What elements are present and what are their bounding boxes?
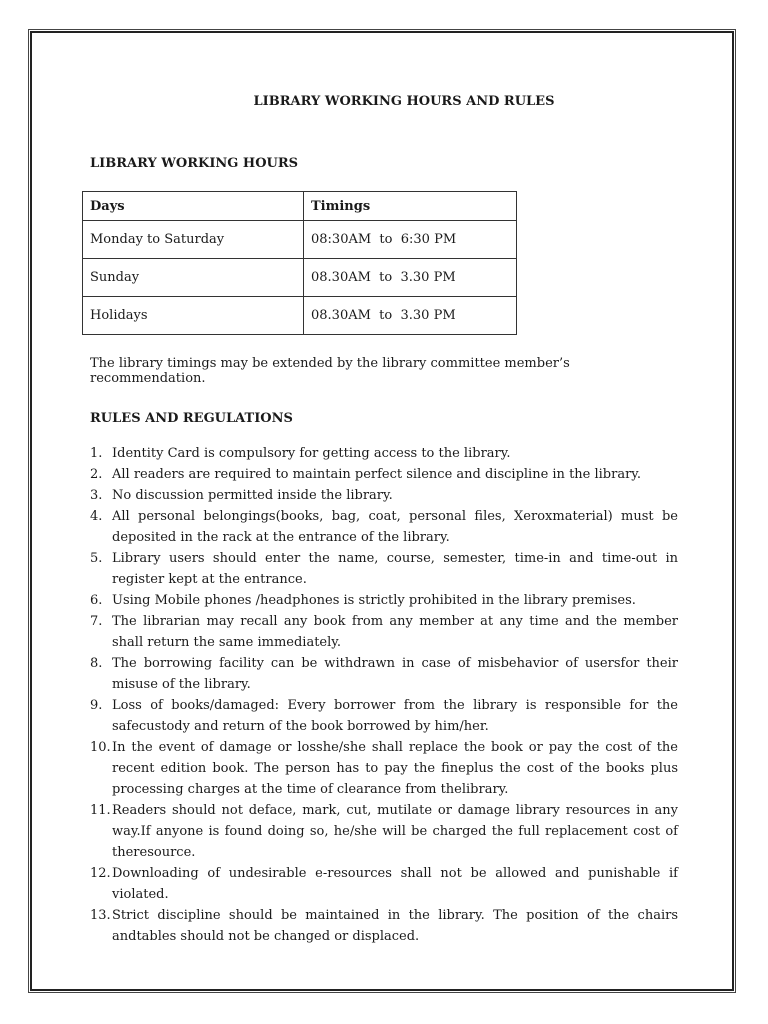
list-item [90,653,678,695]
list-item-number: 10. [90,740,111,755]
list-item-text: Readers should not deface, mark, cut, mutilate or damage library resources in any way.If anyone is found doing so, he/she will be charged the full replacement cost of theresource. [112,803,678,860]
document-title: LIBRARY WORKING HOURS AND RULES [253,94,555,109]
list-item [90,443,678,464]
list-item-text: The borrowing facility can be withdrawn in case of misbehavior of usersfor their misuse of the library. [112,656,678,692]
list-item-number: 8. [90,656,103,671]
list-item-text: Library users should enter the name, course, semester, time-in and time-out in register kept at the entrance. [112,551,678,587]
working-hours-table [82,191,517,335]
list-item [90,800,678,863]
list-item-text: Using Mobile phones /headphones is strictly prohibited in the library premises. [112,593,636,608]
list-item-text: Loss of books/damaged: Every borrower from the library is responsible for the safecustody and return of the book borrowed by him/her. [112,698,678,734]
table-header-days: Days [83,192,304,221]
list-item-text: All readers are required to maintain perfect silence and discipline in the library. [112,467,642,482]
list-item-text: Strict discipline should be maintained in the library. The position of the chairs andtables should not be changed or displaced. [112,908,678,944]
list-item-number: 4. [90,509,103,524]
table-cell-day: Sunday [83,259,304,297]
rules-list [90,443,678,947]
rules-heading: RULES AND REGULATIONS [90,411,293,426]
list-item [90,611,678,653]
table-cell-timing: 08.30AM to 3.30 PM [304,297,517,335]
list-item-text: Downloading of undesirable e-resources shall not be allowed and punishable if violated. [112,866,678,902]
list-item-number: 1. [90,446,103,461]
document-body [90,94,678,947]
table-header-timings: Timings [304,192,517,221]
list-item-text: Identity Card is compulsory for getting access to the library. [112,446,511,461]
list-item-text: In the event of damage or losshe/she shall replace the book or pay the cost of the recent edition book. The person has to pay the fineplus the cost of the books plus processing charges at the time of clearance from thelibrary. [112,740,678,797]
list-item-number: 12. [90,866,111,881]
table-cell-day: Monday to Saturday [83,221,304,259]
list-item-number: 13. [90,908,111,923]
table-header-row [83,192,517,221]
list-item [90,464,678,485]
table-row [83,259,517,297]
table-row [83,221,517,259]
list-item-number: 7. [90,614,103,629]
list-item-number: 2. [90,467,103,482]
table-row [83,297,517,335]
timings-note: The library timings may be extended by the library committee member’s recommendation. [90,356,570,386]
list-item-text: No discussion permitted inside the library. [112,488,393,503]
list-item [90,590,678,611]
list-item [90,695,678,737]
list-item-text: The librarian may recall any book from any member at any time and the member shall return the same immediately. [112,614,678,650]
list-item [90,905,678,947]
list-item-number: 9. [90,698,103,713]
list-item [90,485,678,506]
list-item-number: 3. [90,488,103,503]
table-cell-timing: 08.30AM to 3.30 PM [304,259,517,297]
list-item [90,737,678,800]
list-item-number: 11. [90,803,111,818]
list-item-text: All personal belongings(books, bag, coat, personal files, Xeroxmaterial) must be deposited in the rack at the entrance of the library. [112,509,678,545]
list-item [90,863,678,905]
list-item-number: 6. [90,593,103,608]
table-cell-day: Holidays [83,297,304,335]
table-cell-timing: 08:30AM to 6:30 PM [304,221,517,259]
list-item [90,506,678,548]
list-item [90,548,678,590]
working-hours-heading: LIBRARY WORKING HOURS [90,156,299,171]
list-item-number: 5. [90,551,103,566]
